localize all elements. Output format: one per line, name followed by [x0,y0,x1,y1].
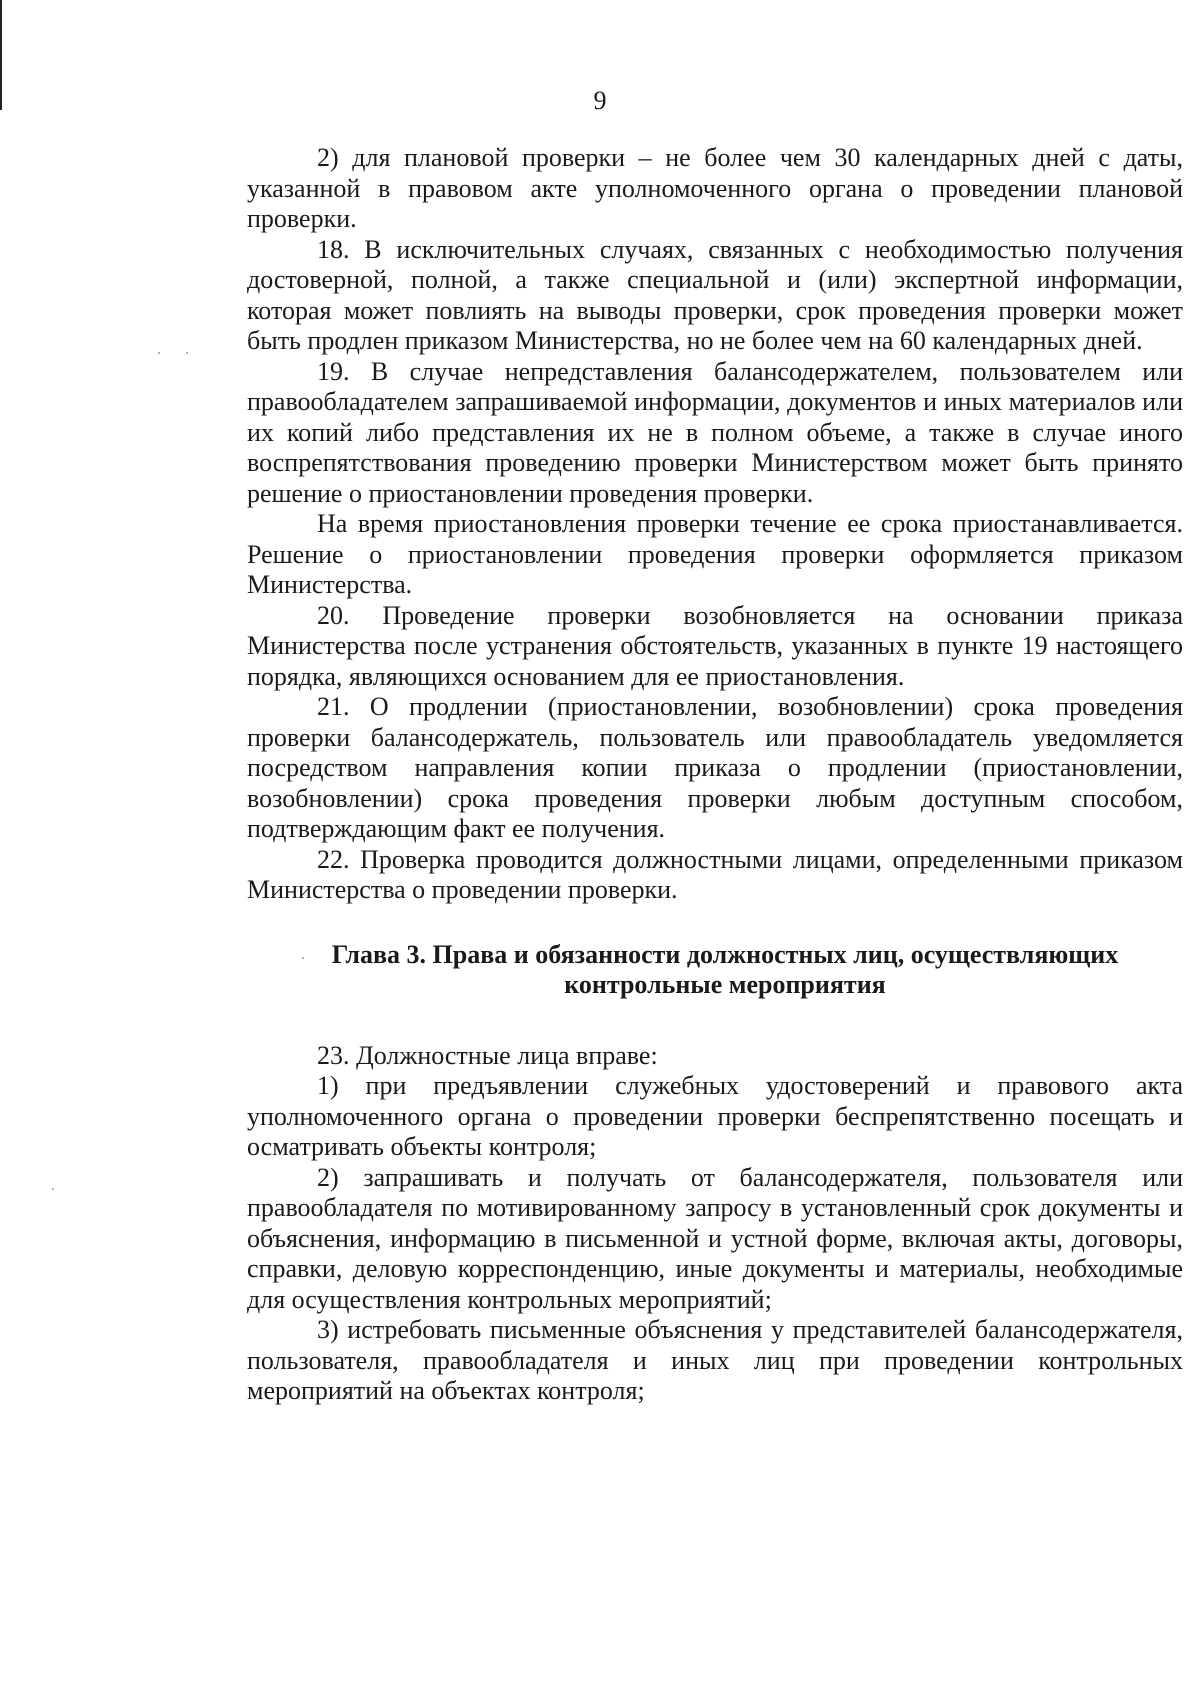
paragraph: 22. Проверка проводится должностными лицами, определенными приказом Министерства о проведении проверки. [247,844,1183,904]
paragraph: 2) запрашивать и получать от балансодержателя, пользователя или правообладателя по мотивированному запросу в установленный срок документы и объяснения, информацию в письменной и устной форме, включая акты, договоры, справки, деловую корреспонденцию, иные документы и материалы, необходимые для осуществления контрольных мероприятий; [247,1162,1183,1314]
paragraph: 20. Проведение проверки возобновляется на основании приказа Министерства после устранения обстоятельств, указанных в пункте 19 настоящего порядка, являющихся основанием для ее приостановления. [247,600,1183,691]
chapter-heading-line: контрольные мероприятия [564,970,886,999]
paragraph: 2) для плановой проверки – не более чем 30 календарных дней с даты, указанной в правовом акте уполномоченного органа о проведении плановой проверки. [247,143,1183,233]
paragraph: На время приостановления проверки течение ее срока приостанавливается. Решение о приостановлении проведения проверки оформляется приказом Министерства. [247,509,1183,599]
scan-speck [186,352,188,354]
scan-speck [52,1188,54,1190]
paragraph: 21. О продлении (приостановлении, возобновлении) срока проведения проверки балансодержатель, пользователь или правообладатель уведомляется посредством направления копии приказа о продлении (приостановлении, возобновлении) срока проведения проверки любым доступным способом, подтверждающим факт ее получения. [247,692,1183,843]
paragraph: 23. Должностные лица вправе: [317,1040,658,1070]
paragraph: 1) при предъявлении служебных удостоверений и правового акта уполномоченного органа о проведении проверки беспрепятственно посещать и осматривать объекты контроля; [247,1071,1183,1161]
chapter-heading-line: Глава 3. Права и обязанности должностных лиц, осуществляющих [331,939,1119,969]
scan-speck [158,352,160,354]
document-body [247,143,1183,1407]
paragraph: 18. В исключительных случаях, связанных с необходимостью получения достоверной, полной, а также специальной и (или) экспертной информации, которая может повлиять на выводы проверки, срок проведения проверки может быть продлен приказом Министерства, но не более чем на 60 календарных дней. [247,234,1183,355]
chapter-heading [247,940,1183,1001]
paragraph: 19. В случае непредставления балансодержателем, пользователем или правообладателем запрашиваемой информации, документов и иных материалов или их копий либо представления их не в полном объеме, а также в случае иного воспрепятствования проведению проверки Министерством может быть принято решение о приостановлении проведения проверки. [247,356,1183,508]
page-number: 9 [593,86,607,115]
paragraph: 3) истребовать письменные объяснения у представителей балансодержателя, пользователя, правообладателя и иных лиц при проведении контрольных мероприятий на объектах контроля; [247,1315,1183,1405]
